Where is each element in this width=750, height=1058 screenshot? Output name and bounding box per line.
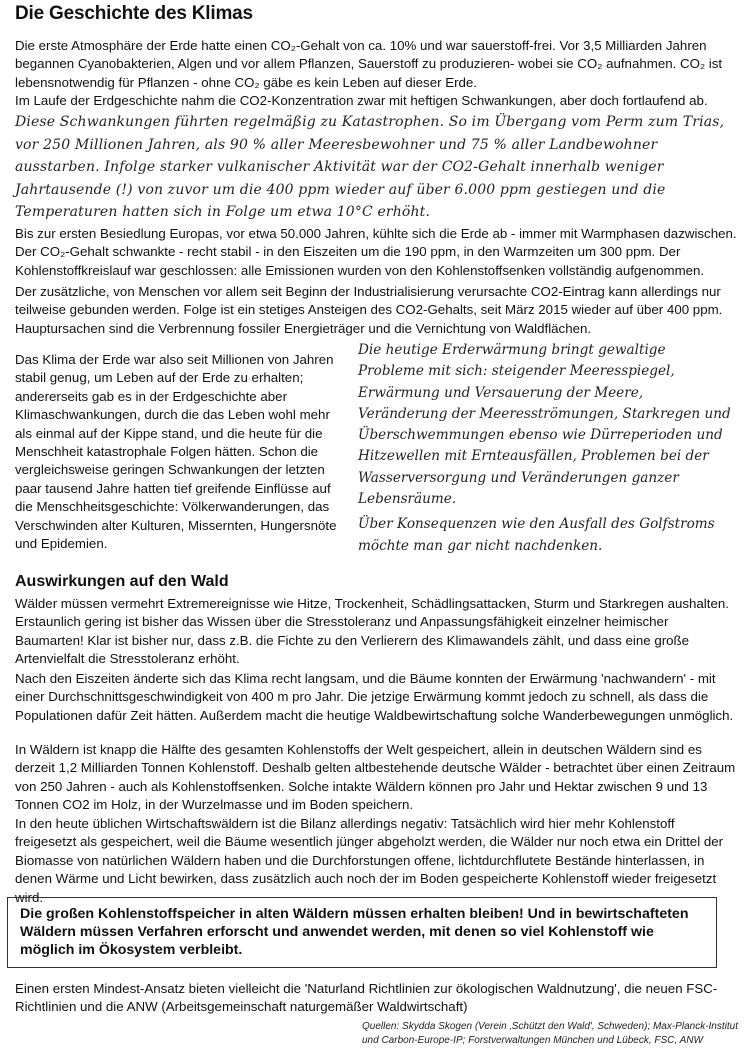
intro-paragraph: Die erste Atmosphäre der Erde hatte einen CO₂-Gehalt von ca. 10% und war sauerstoff-frei. Vor 3,5 Milliarden Jahren begannen Cyanobakterien, Algen und vor allem Pflanzen, Sauerstoff zu produzieren- wobei sie CO₂ aufnahmen. CO₂ ist lebensnotwendig für Pflanzen - ohne CO₂ gäbe es kein Leben auf dieser Erde.: [15, 38, 723, 90]
forest-paragraph: In Wäldern ist knapp die Hälfte des gesamten Kohlenstoffs der Welt gespeichert, allein in deutschen Wäldern sind es derzeit 1,2 Milliarden Tonnen Kohlenstoff. Deshalb gelten altbestehende deutsche Wälder - betrachtet über einen Zeitraum von 250 Jahren - auch als Kohlenstoffsenken. Solche intakte Wäldern können pro Jahr und Hektar zwischen 9 und 13 Tonnen CO2 im Holz, in der Wurzelmasse und im Boden speichern.: [15, 742, 736, 813]
closing-paragraph: Einen ersten Mindest-Ansatz bieten vielleicht die 'Naturland Richtlinien zur ökologischen Waldnutzung', die neuen FSC-Richtlinien und die ANW (Arbeitsgemeinschaft naturgemäßer Waldwirtschaft): [15, 981, 718, 1015]
callout-box: [7, 897, 717, 968]
section-heading-forest: Auswirkungen auf den Wald: [15, 573, 229, 590]
paragraph-industrial: Der zusätzliche, von Menschen vor allem seit Beginn der Industrialisierung verursachte CO2-Eintrag kann allerdings nur teilweise gebunden werden. Folge ist ein stetiges Ansteigen des CO2-Gehalts, seit März 2015 wieder auf über 400 ppm. Hauptursachen sind die Verbrennung fossiler Energieträger und die Vernichtung von Waldflächen.: [15, 284, 723, 336]
handwritten-warming-problems: Die heutige Erderwärmung bringt gewaltige Probleme mit sich: steigender Meeresspiegel, Erwärmung und Versauerung der Meere, Veränderung der Meeresströmungen, Starkregen und Überschwemmungen ebenso wie Dürreperioden und Hitzewellen mit Ernteausfällen, Problemen bei der Wasserversorgung und Veränderungen ganzer Lebensräume.: [358, 342, 731, 508]
handwritten-note-warming: [358, 340, 734, 557]
page-title: Die Geschichte des Klimas: [15, 3, 253, 24]
forest-paragraph: Wälder müssen vermehrt Extremereignisse wie Hitze, Trockenheit, Schädlingsattacken, Sturm und Starkregen aushalten. Erstaunlich gering ist bisher das Wissen über die Stresstoleranz und Anpassungsfähigkeit einzelner heimischer Baumarten! Klar ist bisher nur, dass z.B. die Fichte zu den Verlierern des Klimawandels zählt, und dass eine große Artenvielfalt die Stresstoleranz erhöht.: [15, 596, 729, 667]
handwritten-note-catastrophes: Diese Schwankungen führten regelmäßig zu Katastrophen. So im Übergang vom Perm zum Trias, vor 250 Millionen Jahren, als 90 % aller Meeresbewohner und 75 % aller Landbewohner ausstarben. Infolge starker vulkanischer Aktivität war der CO2-Gehalt innerhalb weniger Jahrtausende (!) von zuvor um die 400 ppm wieder auf über 6.000 ppm gestiegen und die Temperaturen hatten sich in Folge um etwa 10°C erhöht.: [15, 114, 725, 221]
forest-paragraph: In den heute üblichen Wirtschaftswäldern ist die Bilanz allerdings negativ: Tatsächlich wird hier mehr Kohlenstoff freigesetzt als gespeichert, weil die Bäume wesentlich jünger abgeholzt werden, die Wälder nur noch etwa ein Drittel der Biomasse von natürlichen Wäldern haben und die Durchforstungen offene, lichtdurchflutete Bestände hinterlassen, in denen Wärme und Licht bewirken, dass zusätzlich auch noch der im Boden gespeicherte Kohlenstoff wieder freigesetzt wird.: [15, 816, 724, 905]
column-left-paragraph: Das Klima der Erde war also seit Millionen von Jahren stabil genug, um Leben auf der Erde zu erhalten; andererseits gab es in der Erdgeschichte aber Klimaschwankungen, durch die das Leben wohl mehr als einmal auf der Kippe stand, und die heute für die Menschheit katastrophale Folgen hätten. Schon die vergleichsweise geringen Schwankungen der letzten paar tausend Jahre hatten tief greifende Einflüsse auf die Menschheitsgeschichte: Völkerwanderungen, das Verschwinden alter Kulturen, Missernten, Hungersnöte und Epidemien.: [15, 352, 337, 552]
forest-paragraph: Nach den Eiszeiten änderte sich das Klima recht langsam, und die Bäume konnten der Erwärmung 'nachwandern' - mit einer Durchschnittsgeschwindigkeit von 400 m pro Jahr. Die jetzige Erwärmung kommt jedoch zu schnell, als dass die Populationen dafür Zeit hätten. Außerdem macht die heutige Waldbewirtschaftung solche Wanderbewegungen unmöglich.: [15, 671, 734, 723]
handwritten-gulf-stream: Über Konsequenzen wie den Ausfall des Golfstroms möchte man gar nicht nachdenken.: [358, 516, 715, 554]
sources-footnote: Quellen: Skydda Skogen (Verein ‚Schützt den Wald', Schweden); Max-Planck-Institut und Carbon-Europe-IP; Forstverwaltungen München und Lübeck, FSC, ANW: [362, 1021, 738, 1046]
paragraph-europe: Bis zur ersten Besiedlung Europas, vor etwa 50.000 Jahren, kühlte sich die Erde ab - immer mit Warmphasen dazwischen. Der CO₂-Gehalt schwankte - recht stabil - in den Eiszeiten um die 190 ppm, in den Warmzeiten um 300 ppm. Der Kohlenstoffkreislauf war geschlossen: alle Emissionen wurden von den Kohlenstoffsenken vollständig aufgenommen.: [15, 226, 737, 278]
intro-section: [15, 37, 737, 111]
callout-text: Die großen Kohlenstoffspeicher in alten Wäldern müssen erhalten bleiben! Und in bewirtschafteten Wäldern müssen Verfahren erforscht und anwendet werden, mit denen so viel Kohlenstoff wie möglich im Ökosystem verbleibt.: [20, 906, 689, 958]
intro-paragraph: Im Laufe der Erdgeschichte nahm die CO2-Konzentration zwar mit heftigen Schwankungen, aber doch fortlaufend ab.: [15, 93, 708, 109]
